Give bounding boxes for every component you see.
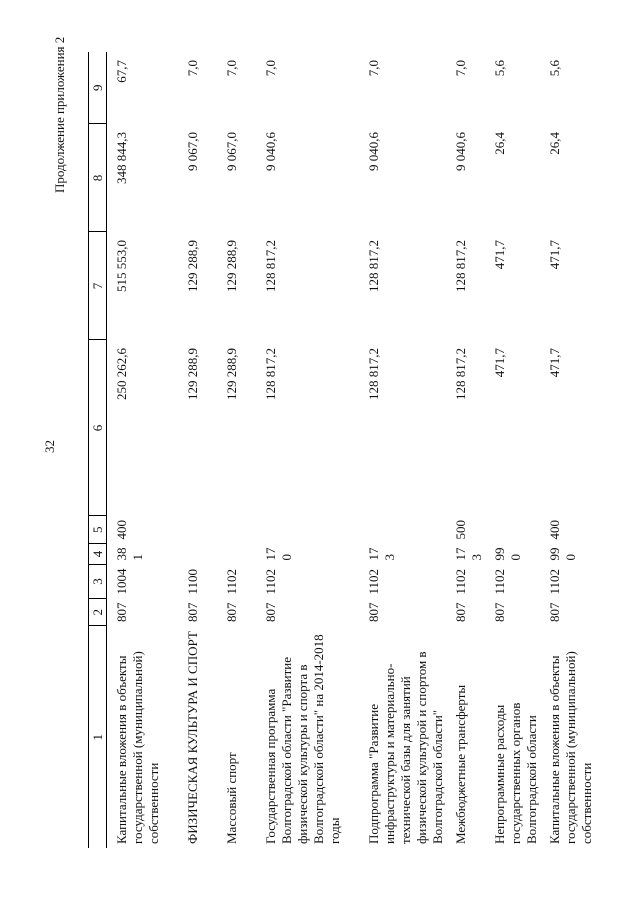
col-header: 8 — [89, 124, 107, 232]
table-row — [359, 52, 446, 848]
value-cell: 515 553,0 — [114, 240, 129, 292]
col-header: 9 — [89, 52, 107, 124]
value-cell: 807 — [453, 602, 468, 622]
value-cell: 1102 — [492, 568, 507, 595]
value-cell — [217, 544, 256, 565]
value-cell: 17 3 — [453, 547, 484, 561]
value-cell: 1102 — [547, 568, 562, 595]
row-name-cell: ФИЗИЧЕСКАЯ КУЛЬТУРА И СПОРТ — [185, 631, 200, 844]
value-cell: 807 — [492, 602, 507, 622]
table-row — [540, 52, 611, 848]
value-cell: 1102 — [224, 568, 239, 595]
row-name-cell: Государственная программа Волгоградской области "Развитие физической культуры и спорта в Волгоградской области" на 2014-2018 годы — [263, 634, 342, 844]
row-name-cell: Капитальные вложения в объекты государственной (муниципальной) собственности — [547, 651, 594, 844]
table-row — [485, 52, 540, 848]
value-cell: 128 817,2 — [453, 240, 468, 292]
table-row — [446, 52, 485, 848]
table-row — [107, 52, 179, 848]
value-cell: 129 288,9 — [185, 240, 200, 292]
column-number-row — [89, 52, 107, 848]
row-name-cell: Межбюджетные трансферты — [453, 684, 468, 844]
budget-table — [88, 52, 611, 848]
value-cell: 471,7 — [547, 240, 562, 270]
table-row — [256, 52, 359, 848]
col-header: 4 — [89, 544, 107, 565]
row-name-cell: Непрограммные расходы государственных органов Волгоградской области — [492, 702, 539, 844]
value-cell: 1102 — [453, 568, 468, 595]
value-cell: 129 288,9 — [185, 348, 200, 400]
value-cell: 1100 — [185, 568, 200, 595]
col-header: 7 — [89, 232, 107, 340]
value-cell: 348 844,3 — [114, 132, 129, 184]
value-cell: 17 3 — [366, 547, 397, 561]
value-cell: 9 067,0 — [185, 132, 200, 171]
value-cell — [178, 516, 217, 544]
value-cell: 99 0 — [492, 547, 523, 561]
value-cell: 128 817,2 — [366, 348, 381, 400]
value-cell: 250 262,6 — [114, 348, 129, 400]
page-number: 32 — [42, 440, 57, 453]
value-cell: 400 — [547, 520, 562, 540]
value-cell: 26,4 — [547, 132, 562, 155]
value-cell: 26,4 — [492, 132, 507, 155]
row-name-cell: Подпрограмма "Развитие инфраструктуры и материально-технической базы для занятий физической культурой и спортом в Волгоградской области" — [366, 651, 445, 844]
value-cell: 807 — [547, 602, 562, 622]
value-cell: 7,0 — [366, 60, 381, 77]
value-cell: 9 067,0 — [224, 132, 239, 171]
col-header: 3 — [89, 565, 107, 599]
value-cell: 9 040,6 — [263, 132, 278, 171]
value-cell: 500 — [453, 520, 468, 540]
continuation-label: Продолжение приложения 2 — [52, 36, 67, 193]
value-cell — [178, 544, 217, 565]
value-cell: 9 040,6 — [453, 132, 468, 171]
value-cell — [485, 516, 540, 544]
value-cell: 1102 — [366, 568, 381, 595]
row-name-cell: Капитальные вложения в объекты государственной (муниципальной) собственности — [114, 651, 161, 844]
value-cell: 128 817,2 — [453, 348, 468, 400]
value-cell — [359, 516, 446, 544]
value-cell: 807 — [366, 602, 381, 622]
table-row — [178, 52, 217, 848]
col-header: 6 — [89, 340, 107, 516]
value-cell: 128 817,2 — [263, 240, 278, 292]
value-cell: 7,0 — [185, 60, 200, 77]
value-cell: 9 040,6 — [366, 132, 381, 171]
table-row — [217, 52, 256, 848]
value-cell: 1004 — [114, 568, 129, 595]
value-cell: 807 — [114, 602, 129, 622]
value-cell: 67,7 — [114, 60, 129, 83]
col-header: 1 — [89, 626, 107, 848]
value-cell: 471,7 — [547, 348, 562, 378]
value-cell: 5,6 — [492, 60, 507, 77]
value-cell: 400 — [114, 520, 129, 540]
value-cell: 807 — [185, 602, 200, 622]
value-cell: 1102 — [263, 568, 278, 595]
value-cell: 129 288,9 — [224, 348, 239, 400]
col-header: 5 — [89, 516, 107, 544]
value-cell — [256, 516, 359, 544]
value-cell — [217, 516, 256, 544]
value-cell: 128 817,2 — [366, 240, 381, 292]
value-cell: 7,0 — [224, 60, 239, 77]
row-name-cell: Массовый спорт — [224, 752, 239, 844]
value-cell: 471,7 — [492, 240, 507, 270]
value-cell: 38 1 — [114, 547, 145, 561]
value-cell: 17 0 — [263, 547, 294, 561]
value-cell: 5,6 — [547, 60, 562, 77]
value-cell: 99 0 — [547, 547, 578, 561]
value-cell: 7,0 — [453, 60, 468, 77]
value-cell: 807 — [263, 602, 278, 622]
value-cell: 471,7 — [492, 348, 507, 378]
value-cell: 807 — [224, 602, 239, 622]
value-cell: 7,0 — [263, 60, 278, 77]
col-header: 2 — [89, 599, 107, 627]
value-cell: 128 817,2 — [263, 348, 278, 400]
value-cell: 129 288,9 — [224, 240, 239, 292]
